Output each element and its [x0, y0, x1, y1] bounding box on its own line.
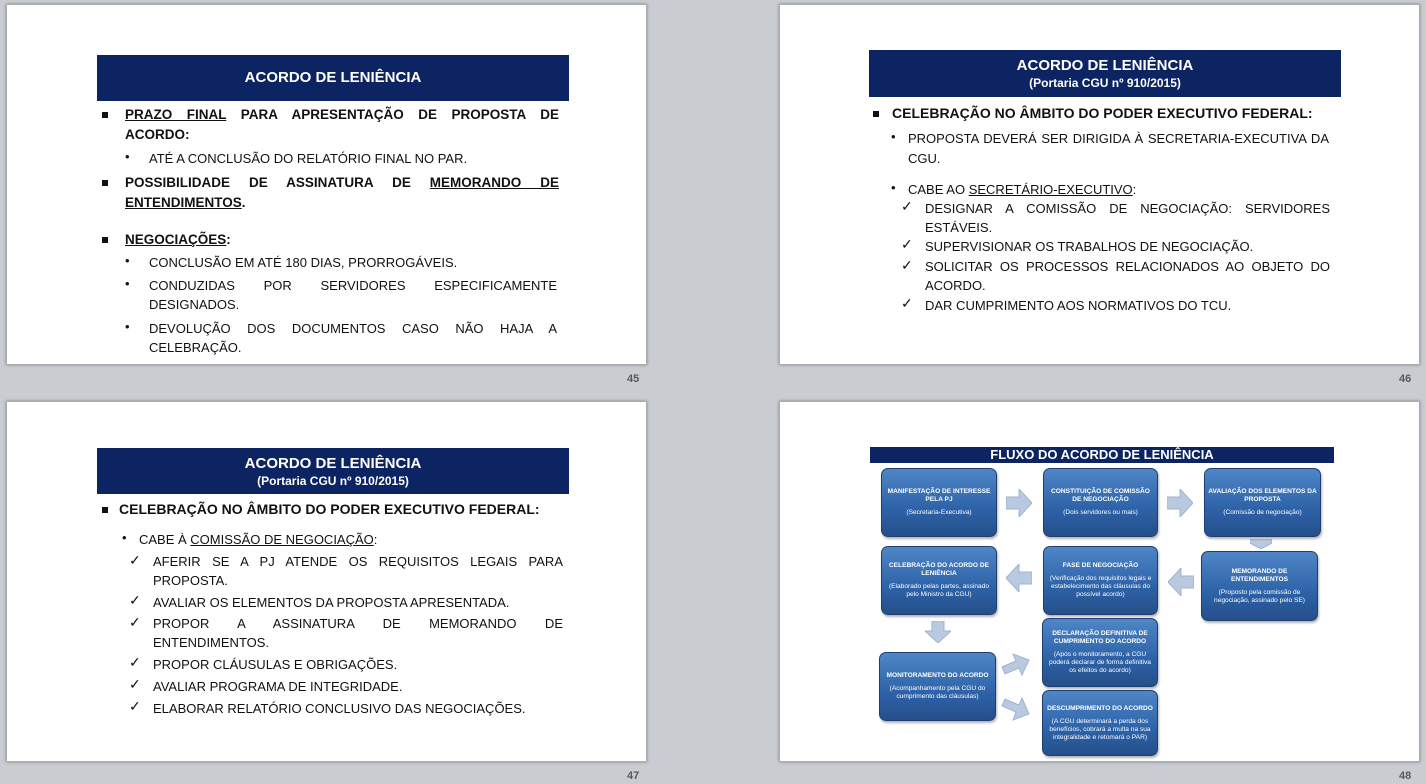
check-item-text: PROPOR CLÁUSULAS E OBRIGAÇÕES.	[153, 657, 398, 672]
check-icon: ✓	[129, 654, 141, 670]
flow-title: FLUXO DO ACORDO DE LENIÊNCIA	[990, 447, 1214, 462]
slide-46[interactable]	[779, 4, 1420, 365]
slide-subtitle: (Portaria CGU nº 910/2015)	[257, 474, 409, 488]
arrow-left-icon	[1168, 568, 1194, 596]
arrow-left-icon	[1006, 564, 1032, 592]
flow-box-memorando: MEMORANDO DE ENTENDIMENTOS (Proposto pela comissão de negociação, assinado pelo SE)	[1201, 551, 1318, 621]
sub-bullet-text: CELEBRAÇÃO.	[149, 340, 242, 355]
sub-bullet-text: ATÉ A CONCLUSÃO DO RELATÓRIO FINAL NO PAR.	[149, 151, 468, 166]
dot-bullet-icon: •	[125, 253, 130, 268]
dot-bullet-icon: •	[125, 276, 130, 291]
bullet-text: ENTENDIMENTOS.	[125, 195, 246, 210]
check-item-text: ENTENDIMENTOS.	[153, 635, 270, 650]
slide-number: 48	[1399, 770, 1412, 782]
check-icon: ✓	[901, 257, 913, 273]
check-item-text: DAR CUMPRIMENTO AOS NORMATIVOS DO TCU.	[925, 298, 1232, 313]
check-icon: ✓	[901, 198, 913, 214]
flow-box-constituicao: CONSTITUIÇÃO DE COMISSÃO DE NEGOCIAÇÃO (Dois servidores ou mais)	[1043, 468, 1158, 537]
bullet-heading: CELEBRAÇÃO NO ÂMBITO DO PODER EXECUTIVO FEDERAL:	[119, 501, 540, 517]
slide-title-bar	[97, 55, 569, 101]
check-item-text: AFERIR SE A PJ ATENDE OS REQUISITOS LEGAIS PARA	[153, 554, 563, 569]
sub-bullet-text: DESIGNADOS.	[149, 297, 240, 312]
slide-number: 46	[1399, 373, 1412, 385]
square-bullet-icon	[102, 237, 108, 243]
flow-box-avaliacao: AVALIAÇÃO DOS ELEMENTOS DA PROPOSTA (Comissão de negociação)	[1204, 468, 1321, 537]
check-item-text: ELABORAR RELATÓRIO CONCLUSIVO DAS NEGOCIAÇÕES.	[153, 701, 526, 716]
check-item-text: PROPOSTA.	[153, 573, 228, 588]
sub-bullet-text: PROPOSTA DEVERÁ SER DIRIGIDA À SECRETARIA-EXECUTIVA DA	[908, 131, 1329, 146]
flow-box-celebracao: CELEBRAÇÃO DO ACORDO DE LENIÊNCIA (Elaborado pelas partes, assinado pelo Ministro da CGU)	[881, 546, 997, 615]
square-bullet-icon	[102, 180, 108, 186]
check-icon: ✓	[129, 676, 141, 692]
dot-bullet-icon: •	[122, 530, 127, 545]
check-item-text: ESTÁVEIS.	[925, 220, 993, 235]
check-item-text: AVALIAR OS ELEMENTOS DA PROPOSTA APRESENTADA.	[153, 595, 510, 610]
arrow-down-icon	[925, 621, 951, 643]
bullet-text: PRAZO FINAL PARA APRESENTAÇÃO DE PROPOSTA DE	[125, 107, 559, 122]
dot-bullet-icon: •	[125, 319, 130, 334]
flow-title-bar	[870, 447, 1334, 463]
slide-title: ACORDO DE LENIÊNCIA	[244, 69, 422, 86]
square-bullet-icon	[102, 112, 108, 118]
flow-box-descumprimento: DESCUMPRIMENTO DO ACORDO (A CGU determinará a perda dos benefícios, cobrará a multa na sua integralidade e retomará o PAR)	[1042, 690, 1158, 756]
sub-bullet-text: DEVOLUÇÃO DOS DOCUMENTOS CASO NÃO HAJA A	[149, 321, 557, 336]
arrow-right-icon	[1167, 489, 1193, 517]
sub-bullet-text: CGU.	[908, 151, 941, 166]
slide-subtitle: (Portaria CGU nº 910/2015)	[1029, 76, 1181, 90]
arrow-downright-icon	[1000, 695, 1030, 725]
check-icon: ✓	[901, 236, 913, 252]
check-icon: ✓	[129, 552, 141, 568]
check-item-text: SOLICITAR OS PROCESSOS RELACIONADOS AO OBJETO DO	[925, 259, 1330, 274]
dot-bullet-icon: •	[891, 180, 896, 195]
flow-box-declaracao: DECLARAÇÃO DEFINITIVA DE CUMPRIMENTO DO ACORDO (Após o monitoramento, a CGU poderá declarar de forma definitiva os efeitos do acordo)	[1042, 618, 1158, 687]
bullet-text: NEGOCIAÇÕES:	[125, 232, 231, 247]
check-item-text: AVALIAR PROGRAMA DE INTEGRIDADE.	[153, 679, 403, 694]
bullet-text: ACORDO:	[125, 127, 190, 142]
slide-47[interactable]	[6, 401, 647, 762]
slide-number: 47	[627, 770, 640, 782]
slide-title-bar	[97, 448, 569, 494]
check-icon: ✓	[129, 614, 141, 630]
check-item-text: SUPERVISIONAR OS TRABALHOS DE NEGOCIAÇÃO.	[925, 239, 1254, 254]
dot-bullet-icon: •	[125, 149, 130, 164]
check-item-text: DESIGNAR A COMISSÃO DE NEGOCIAÇÃO: SERVIDORES	[925, 201, 1330, 216]
flow-box-negociacao: FASE DE NEGOCIAÇÃO (Verificação dos requisitos legais e estabelecimento das cláusulas do possível acordo)	[1043, 546, 1158, 615]
slide-title-bar	[869, 50, 1341, 97]
bullet-heading: CELEBRAÇÃO NO ÂMBITO DO PODER EXECUTIVO FEDERAL:	[892, 105, 1313, 121]
bullet-text: POSSIBILIDADE DE ASSINATURA DE MEMORANDO DE	[125, 175, 559, 190]
flow-box-manifestacao: MANIFESTAÇÃO DE INTERESSE PELA PJ (Secretaria-Executiva)	[881, 468, 997, 537]
arrow-right-icon	[1006, 489, 1032, 517]
slide-45[interactable]	[6, 4, 647, 365]
check-item-text: ACORDO.	[925, 278, 986, 293]
check-item-text: PROPOR A ASSINATURA DE MEMORANDO DE	[153, 616, 563, 631]
check-icon: ✓	[129, 698, 141, 714]
square-bullet-icon	[873, 111, 879, 117]
slide-title: ACORDO DE LENIÊNCIA	[1016, 57, 1194, 74]
dot-bullet-icon: •	[891, 129, 896, 144]
check-icon: ✓	[901, 295, 913, 311]
sub-bullet-text: CABE AO SECRETÁRIO-EXECUTIVO:	[908, 182, 1137, 197]
slide-title: ACORDO DE LENIÊNCIA	[244, 455, 422, 472]
slide-number: 45	[627, 373, 640, 385]
arrow-down-icon	[1250, 539, 1272, 549]
sub-bullet-text: CABE À COMISSÃO DE NEGOCIAÇÃO:	[139, 532, 378, 547]
sub-bullet-text: CONCLUSÃO EM ATÉ 180 DIAS, PRORROGÁVEIS.	[149, 255, 458, 270]
check-icon: ✓	[129, 592, 141, 608]
flow-box-monitoramento: MONITORAMENTO DO ACORDO (Acompanhamento pela CGU do cumprimento das cláusulas)	[879, 652, 996, 721]
sub-bullet-text: CONDUZIDAS POR SERVIDORES ESPECIFICAMENTE	[149, 278, 557, 293]
arrow-upright-icon	[1000, 649, 1030, 679]
slide-48[interactable]	[779, 401, 1420, 762]
square-bullet-icon	[102, 507, 108, 513]
